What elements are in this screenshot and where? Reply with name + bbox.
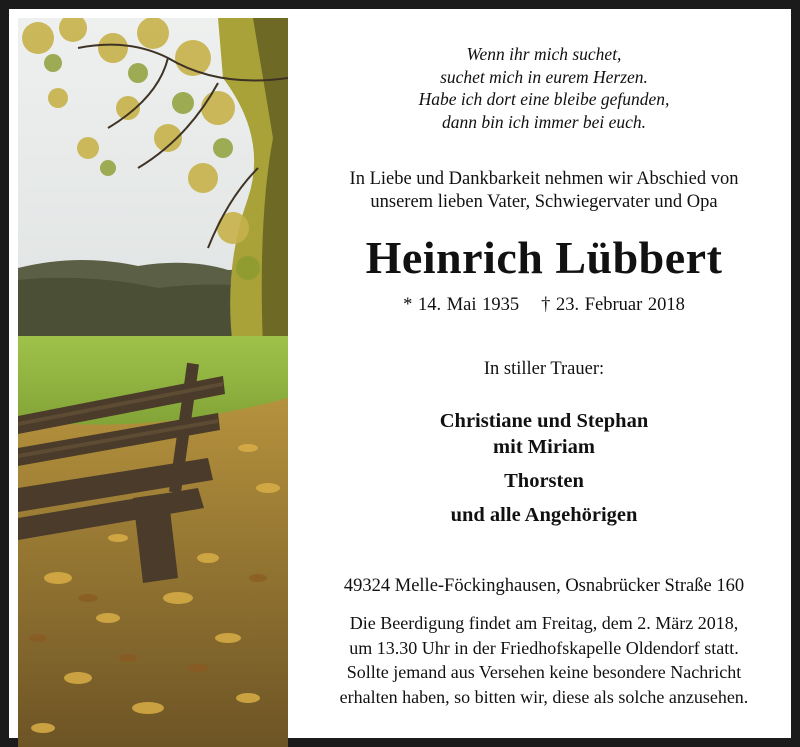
poem-line: suchet mich in eurem Herzen.	[440, 66, 648, 87]
family-line: Christiane und Stephan	[439, 410, 649, 432]
mourning-label: In stiller Trauer:	[483, 359, 605, 379]
death-date: † 23. Februar 2018	[541, 295, 685, 315]
address: 49324 Melle-Föckinghausen, Osnabrücker Straße 160	[343, 576, 745, 596]
funeral-notice	[288, 611, 800, 709]
birth-date: * 14. Mai 1935	[403, 295, 520, 315]
poem-line: Wenn ihr mich suchet,	[466, 44, 622, 64]
notice-line: erhalten haben, so bitten wir, diese als solche anzusehen.	[339, 686, 749, 707]
autumn-bench-photo	[18, 18, 288, 747]
deceased-name: Heinrich Lübbert	[365, 232, 723, 283]
family-list	[288, 408, 800, 528]
notice-line: Sollte jemand aus Versehen keine besondere Nachricht	[346, 662, 742, 682]
life-dates	[288, 293, 800, 317]
family-line: mit Miriam	[493, 436, 595, 458]
notice-line: Die Beerdigung findet am Freitag, dem 2. März 2018,	[349, 613, 739, 633]
intro-text	[288, 168, 800, 214]
intro-line: In Liebe und Dankbarkeit nehmen wir Abschied von	[349, 169, 739, 189]
poem-line: dann bin ich immer bei euch.	[441, 111, 647, 132]
obituary-text	[288, 18, 800, 747]
intro-line: unserem lieben Vater, Schwiegervater und Opa	[370, 192, 718, 212]
family-line: und alle Angehörigen	[450, 504, 638, 526]
poem-line: Habe ich dort eine bleibe gefunden,	[418, 89, 670, 109]
poem	[288, 43, 800, 133]
family-line: Thorsten	[504, 470, 584, 492]
notice-line: um 13.30 Uhr in der Friedhofskapelle Oldendorf statt.	[349, 637, 739, 658]
